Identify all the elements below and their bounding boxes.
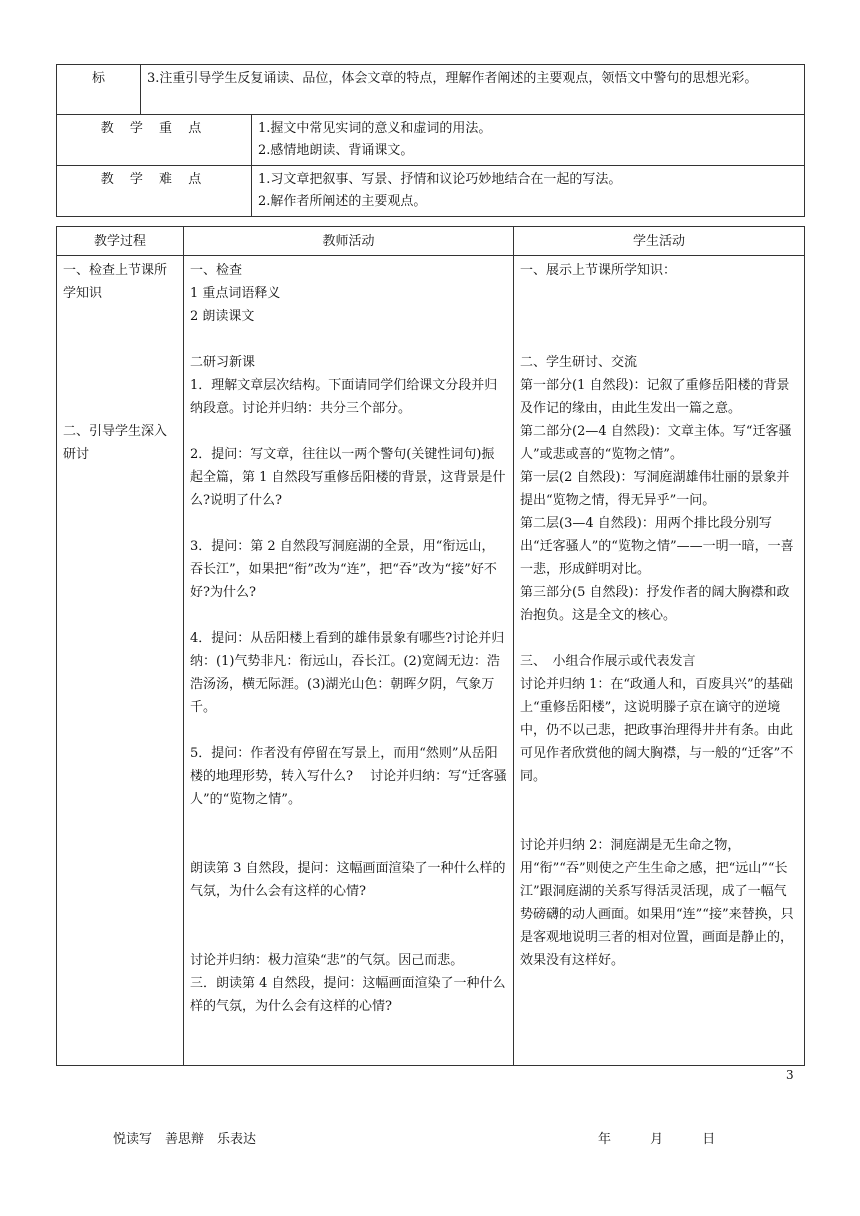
student-line: 第二部分(2—4 自然段)：文章主体。写“迁客骚人”或悲或喜的“览物之情”。 — [520, 424, 792, 462]
footer-year: 年 — [598, 1132, 612, 1147]
footer-date — [598, 1128, 750, 1147]
teacher-line: 2．提问：写文章，往往以一两个警句(关键性词句)振起全篇，第 1 自然段写重修岳阳楼的背景，这背景是什么?说明了什么? — [190, 447, 506, 508]
teacher-line: 1 重点词语释义 — [190, 286, 281, 301]
teacher-line: 3．提问：第 2 自然段写洞庭湖的全景，用“衔远山，吞长江”，如果把“衔”改为“连”，把“吞”改为“接”好不好?为什么? — [190, 539, 497, 600]
goals-row-objective — [57, 65, 805, 115]
difficulty-line: 2.解作者所阐述的主要观点。 — [258, 194, 427, 209]
stage-label: 一、检查上节课所学知识 — [63, 263, 168, 301]
student-line: 二、学生研讨、交流 — [520, 355, 638, 370]
teacher-line: 1．理解文章层次结构。下面请同学们给课文分段并归纳段意。讨论并归纳：共分三个部分。 — [190, 378, 498, 416]
teacher-line: 4．提问：从岳阳楼上看到的雄伟景象有哪些?讨论并归纳：(1)气势非凡：衔远山，吞长江。(2)宽阔无边：浩浩汤汤，横无际涯。(3)湖光山色：朝晖夕阴，气象万千。 — [190, 631, 505, 715]
teacher-line: 2 朗读课文 — [190, 309, 255, 324]
student-line: 讨论并归纳 2：洞庭湖是无生命之物，用“衔”“吞”则使之产生生命之感，把“远山”“长江”跟洞庭湖的关系写得活灵活现，成了一幅气势磅礴的动人画面。如果用“连”“接”来替换，只是客观地说明三者的相对位置，画面是静止的，效果没有这样好。 — [520, 838, 794, 968]
student-line: 第一层(2 自然段)：写洞庭湖雄伟壮丽的景象并提出“览物之情，得无异乎”一问。 — [520, 470, 790, 508]
row-label-difficulties: 教 学 难 点 — [57, 166, 252, 217]
key-point-line: 2.感情地朗读、背诵课文。 — [258, 143, 414, 158]
stage-column — [57, 256, 184, 1066]
teacher-line: 二研习新课 — [190, 355, 256, 370]
student-line: 讨论并归纳 1：在“政通人和，百废具兴”的基础上“重修岳阳楼”，这说明滕子京在谪守的逆境中，仍不以己悲，把政事治理得井井有条。由此可见作者欣赏他的阔大胸襟，与一般的“迁客”不同。 — [520, 677, 794, 784]
row-label-key-points: 教 学 重 点 — [57, 115, 252, 166]
student-line: 一、展示上节课所学知识： — [520, 263, 677, 278]
process-header-row — [57, 227, 805, 256]
student-line: 第三部分(5 自然段)：抒发作者的阔大胸襟和政治抱负。这是全文的核心。 — [520, 585, 790, 623]
student-column — [514, 256, 805, 1066]
teacher-line: 朗读第 3 自然段，提问：这幅画面渲染了一种什么样的气氛，为什么会有这样的心情? — [190, 861, 506, 899]
teacher-column — [184, 256, 514, 1066]
stage-label: 二、引导学生深入研讨 — [63, 424, 168, 462]
difficulties-cell — [252, 166, 805, 217]
process-body-row — [57, 256, 805, 1066]
header-process: 教学过程 — [57, 227, 184, 256]
footer-day: 日 — [702, 1132, 716, 1147]
teacher-line: 三．朗读第 4 自然段，提问：这幅画面渲染了一种什么样的气氛，为什么会有这样的心情? — [190, 976, 506, 1014]
objective-text: 3.注重引导学生反复诵读、品位，体会文章的特点，理解作者阐述的主要观点，领悟文中警句的思想光彩。 — [141, 65, 805, 115]
footer-motto: 悦读写 善思辩 乐表达 — [113, 1132, 257, 1147]
teacher-line: 一、检查 — [190, 263, 243, 278]
teacher-line: 5．提问：作者没有停留在写景上，而用“然则”从岳阳楼的地理形势，转入写什么? 讨论并归纳：写“迁客骚人”的“览物之情”。 — [190, 746, 507, 807]
teacher-line: 讨论并归纳：极力渲染“悲”的气氛。因己而悲。 — [190, 953, 464, 968]
process-table — [56, 226, 805, 1066]
footer-month: 月 — [650, 1132, 664, 1147]
student-line: 第二层(3—4 自然段)：用两个排比段分别写出“迁客骚人”的“览物之情”——一明一暗，一喜一悲，形成鲜明对比。 — [520, 516, 794, 577]
difficulty-line: 1.习文章把叙事、写景、抒情和议论巧妙地结合在一起的写法。 — [258, 172, 622, 187]
key-points-cell — [252, 115, 805, 166]
key-point-line: 1.握文中常见实词的意义和虚词的用法。 — [258, 121, 492, 136]
goals-table — [56, 64, 805, 217]
header-teacher: 教师活动 — [184, 227, 514, 256]
student-line: 第一部分(1 自然段)：记叙了重修岳阳楼的背景及作记的缘由，由此生发出一篇之意。 — [520, 378, 790, 416]
page-number: 3 — [786, 1068, 794, 1082]
goals-row-key-points — [57, 115, 805, 166]
row-label-objective: 标 — [57, 65, 141, 115]
header-student: 学生活动 — [514, 227, 805, 256]
goals-row-difficulties — [57, 166, 805, 217]
student-line: 三、 小组合作展示或代表发言 — [520, 654, 696, 669]
